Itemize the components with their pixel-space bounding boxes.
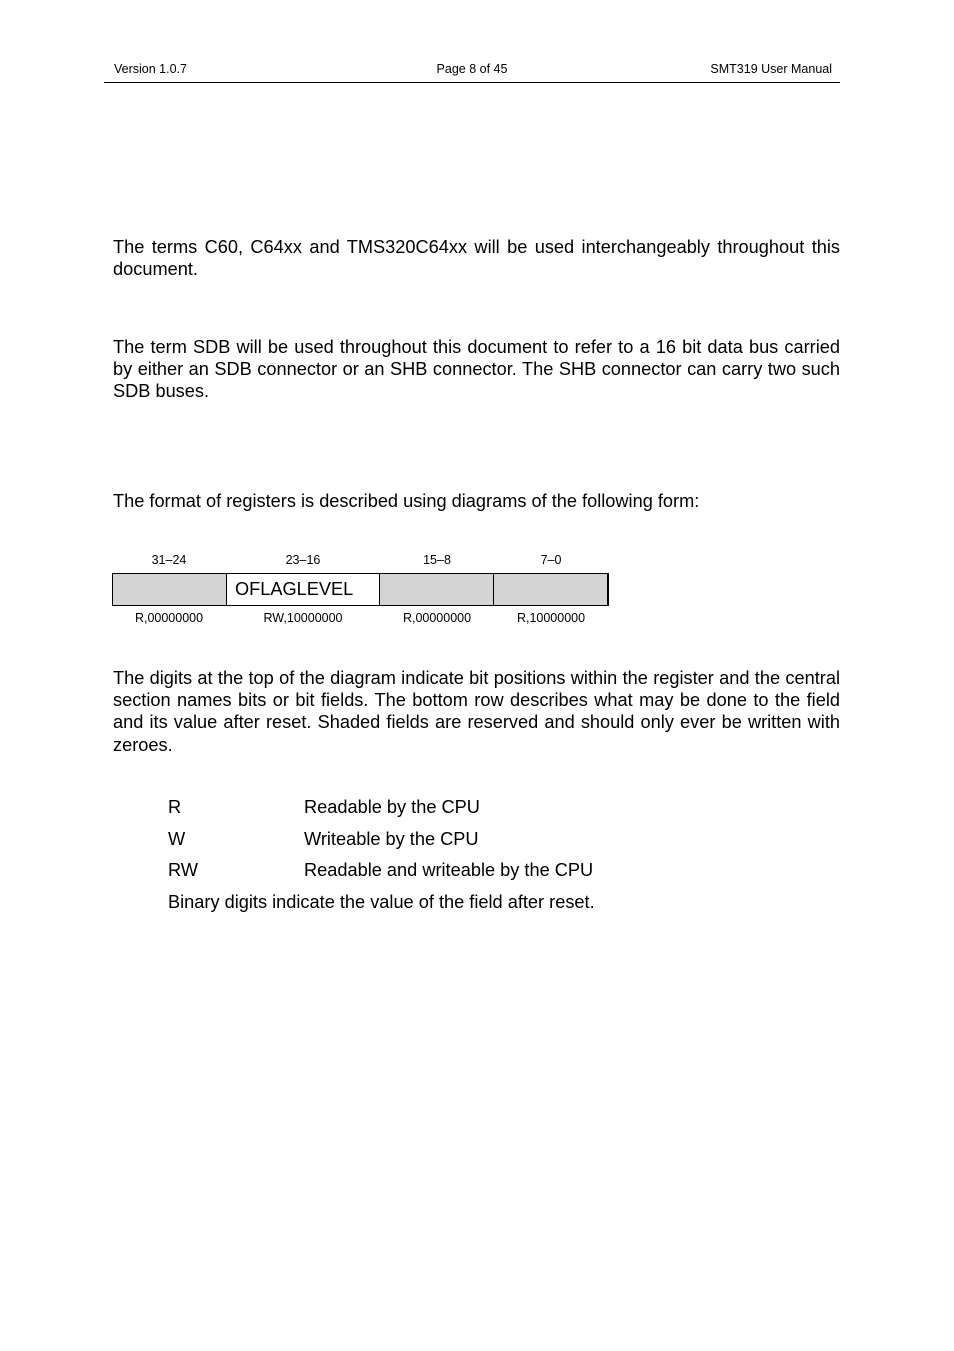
header-version: Version 1.0.7 [114, 62, 187, 76]
legend-description: Readable and writeable by the CPU [304, 860, 594, 880]
access-reset-label: RW,10000000 [263, 611, 343, 625]
legend-code: W [168, 829, 186, 849]
legend-note: Binary digits indicate the value of the field after reset. [168, 892, 595, 912]
register-field-reserved [494, 574, 607, 605]
header-document-title: SMT319 User Manual [710, 62, 832, 76]
register-field-reserved [113, 574, 227, 605]
register-field-oflaglevel: OFLAGLEVEL [227, 574, 380, 605]
legend-code: R [168, 797, 182, 817]
header-page-number: Page 8 of 45 [436, 62, 508, 76]
paragraph-register-format: The format of registers is described using diagrams of the following form: [113, 491, 700, 511]
paragraph-digits-explanation: The digits at the top of the diagram indicate bit positions within the register and the central section names bits or bit fields. The bottom row describes what may be done to the field and its value after reset. Shaded fields are reserved and should only ever be written with zeroes. [113, 668, 840, 755]
paragraph-terms-c60: The terms C60, C64xx and TMS320C64xx will be used interchangeably throughout this document. [113, 237, 840, 280]
page-header [104, 60, 840, 83]
bit-position-label: 31–24 [151, 553, 187, 567]
access-reset-label: R,10000000 [516, 611, 586, 625]
access-reset-label: R,00000000 [134, 611, 204, 625]
access-reset-label: R,00000000 [402, 611, 472, 625]
legend-code: RW [168, 860, 198, 880]
legend-description: Writeable by the CPU [304, 829, 479, 849]
bit-position-label: 23–16 [285, 553, 321, 567]
paragraph-term-sdb: The term SDB will be used throughout this document to refer to a 16 bit data bus carried by either an SDB connector or an SHB connector. The SHB connector can carry two such SDB buses. [113, 337, 840, 402]
register-field-reserved [380, 574, 494, 605]
bit-position-label: 15–8 [423, 553, 451, 567]
legend-description: Readable by the CPU [304, 797, 480, 817]
register-diagram [112, 550, 608, 630]
bit-position-label: 7–0 [540, 553, 562, 567]
register-fields-row [112, 573, 609, 606]
